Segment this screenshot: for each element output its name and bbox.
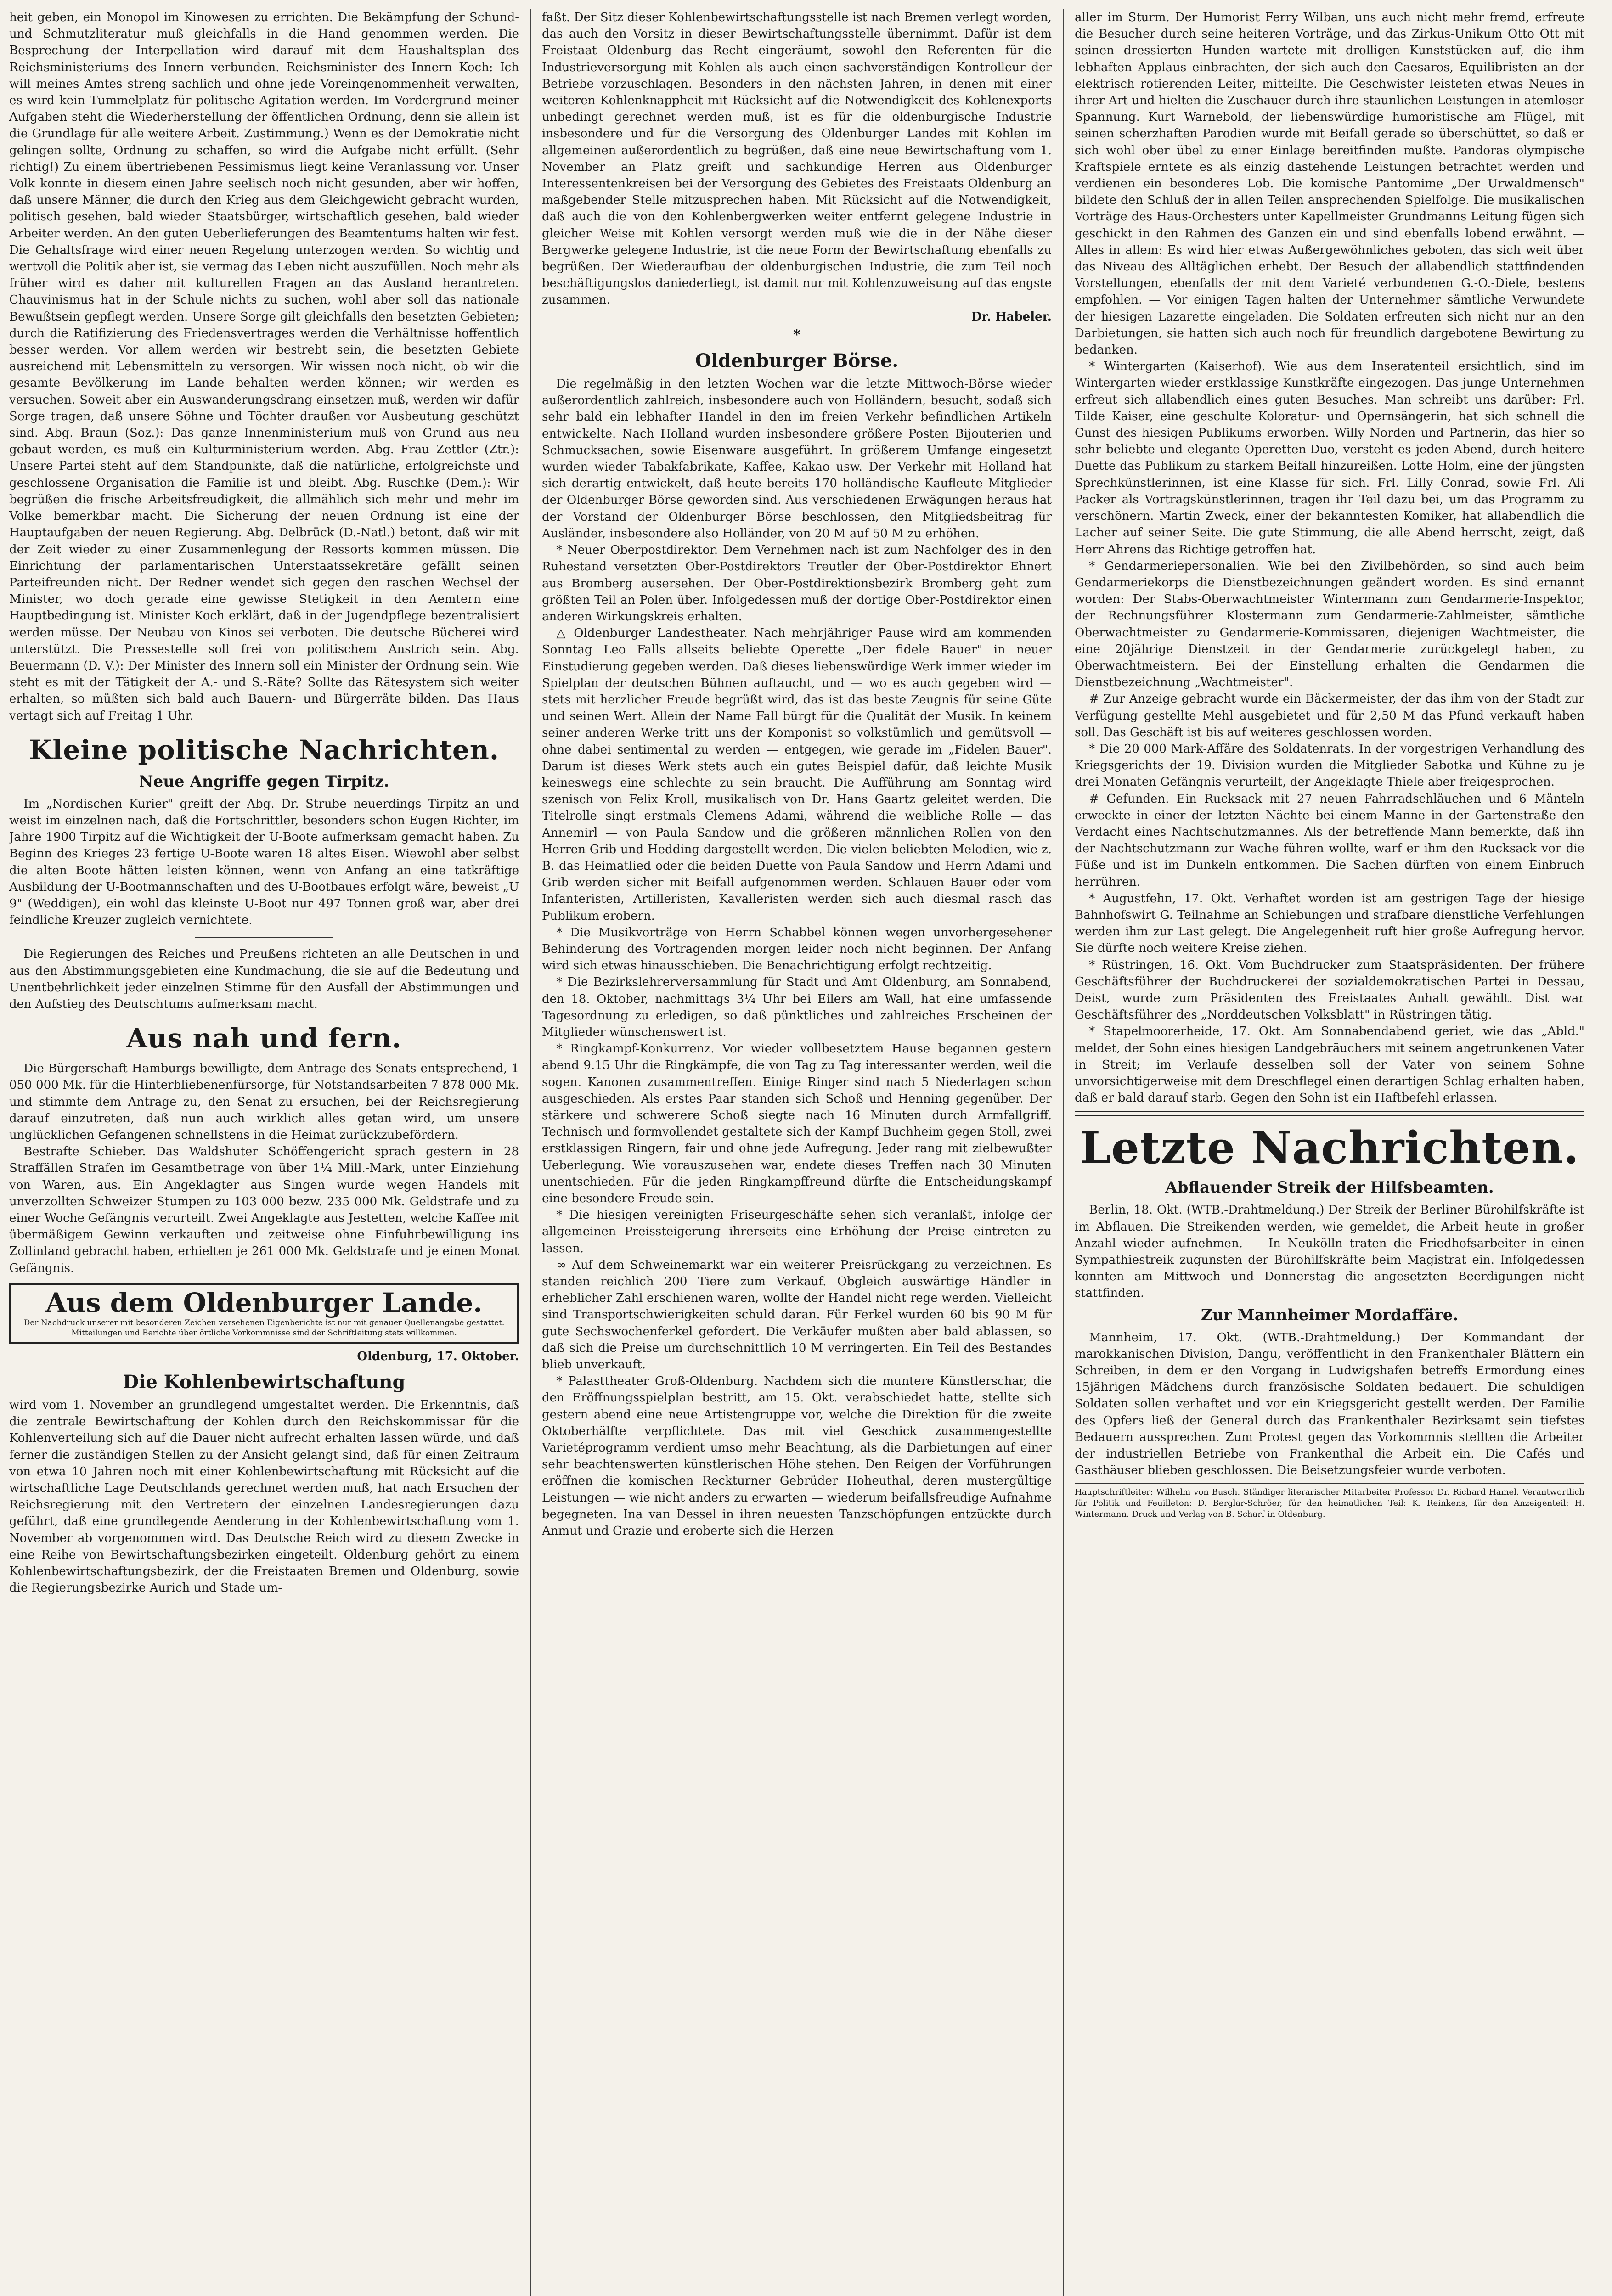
augustfehn-article: * Augustfehn, 17. Okt. Verhaftet worden ist am gestrigen Tage der hiesige Bahnhofswirt G. Teilnahme an Schiebungen und strafbare dienstliche Verfehlungen werden ihm zur Last gelegt. Die Angelegenheit ruft hier große Aufregung hervor. Sie dürfte noch weitere Kreise ziehen. bbox=[1075, 891, 1584, 956]
column-rule bbox=[1063, 9, 1064, 2296]
section-heading-kleine-nachrichten: Kleine politische Nachrichten. bbox=[28, 734, 500, 765]
kohlen-article-part2: faßt. Der Sitz dieser Kohlenbewirtschaftungsstelle ist nach Bremen verlegt worden, das auch den Vorsitz in dieser Bewirtschaftungsstelle übernimmt. Dafür ist dem Freistaat Oldenburg das Recht eingeräumt, sowohl den Referenten für die Industrieversorgung mit Kohlen als auch einen sachverständigen Kontrolleur der Betriebe vorzuschlagen. Besonders in den nächsten Jahren, in denen mit einer weiteren Kohlenknappheit mit Rücksicht auf die Notwendigkeit des Kohlenexports unbedingt gerechnet werden muß, ist es für die oldenburgische Industrie insbesondere und für die Versorgung des Oldenburger Landes mit Kohlen im allgemeinen außerordentlich zu begrüßen, daß eine neue Bewirtschaftung vom 1. November an Platz greift und sachkundige Herren aus Oldenburger Interessentenkreisen bei der Versorgung des Gebietes des Freistaats Oldenburg an maßgebender Stelle mitzusprechen haben. Mit Rücksicht auf die Notwendigkeit, daß auch die von den Kohlenbergwerken weiter entfernt gelegene Industrie in gleicher Weise mit Kohlen versorgt werden muß wie die in der Nähe dieser Bergwerke gelegene Industrie, ist die neue Form der Bewirtschaftung ebenfalls zu begrüßen. Der Wiederaufbau der oldenburgischen Industrie, die zum Teil noch beschäftigungslos daniederliegt, ist damit nur mit Kohlenzuweisung auf das engste zusammen. bbox=[542, 11, 1052, 307]
double-rule bbox=[1075, 1111, 1584, 1116]
subheading-mordaffaere: Zur Mannheimer Mordaffäre. bbox=[1201, 1306, 1459, 1324]
subheading-streik: Abflauender Streik der Hilfsbeamten. bbox=[1165, 1178, 1494, 1197]
impressum: Hauptschriftleiter: Wilhelm von Busch. Ständiger literarischer Mitarbeiter Professor Dr. Richard Hamel. Verantwortlich für Politik und Feuilleton: D. Berglar-Schröer, für den heimatlichen Teil: K. Reinkens, für den Anzeigenteil: H. Wintermann. Druck und Verlag von B. Scharf in Oldenburg. bbox=[1075, 1483, 1584, 1520]
boerse-article: Die regelmäßig in den letzten Wochen war die letzte Mittwoch-Börse wieder außerordentlich zahlreich, insbesondere auch von Holländern, besucht, sodaß sich sehr bald ein lebhafter Handel in den im freien Verkehr befindlichen Artikeln entwickelte. Nach Holland wurden insbesondere größere Posten Bijouterien und Schmucksachen, sowie Eisenware ausgeführt. In größerem Umfange eingesetzt wurden wieder Tabakfabrikate, Kaffee, Kakao usw. Der Verkehr mit Holland hat sich derartig entwickelt, daß heute bereits 170 holländische Kaufleute Mitglieder der Oldenburger Börse geworden sind. Aus verschiedenen Erwägungen heraus hat der Vorstand der Oldenburger Börse beschlossen, den Mitgliedsbeitrag für Ausländer, insbesondere also Holländer, von 20 M auf 50 M zu erhöhen. bbox=[542, 377, 1052, 540]
oldenburg-section-title: Aus dem Oldenburger Lande. bbox=[45, 1287, 483, 1318]
mordaffaere-article: Mannheim, 17. Okt. (WTB.-Drahtmeldung.) Der Kommandant der marokkanischen Division, Dangu, veröffentlicht in den Frankenthaler Blättern ein Schreiben, in dem er den Vorgang in Ludwigshafen betreffs Ermordung eines 15jährigen Mädchens durch französische Soldaten bedauert. Die schuldigen Soldaten sollen verhaftet und vor ein Kriegsgericht gestellt werden. Der Familie des Opfers ließ der General durch das Frankenthaler Bezirksamt sein tiefstes Bedauern aussprechen. Zum Protest gegen das Vorkommnis stellten die Arbeiter der industriellen Betriebe von Frankenthal die Arbeit ein. Die Cafés und Gasthäuser blieben geschlossen. Die Beisetzungsfeier wurde verboten. bbox=[1075, 1330, 1584, 1478]
section-heading-aus-nah-und-fern: Aus nah und fern. bbox=[126, 1023, 402, 1054]
separator bbox=[195, 937, 333, 938]
dateline-oldenburg: Oldenburg, 17. Oktober. bbox=[357, 1349, 519, 1363]
wintergarten-article: * Wintergarten (Kaiserhof). Wie aus dem Inseratenteil ersichtlich, sind im Wintergarten wieder erstklassige Kunstkräfte eingezogen. Das junge Unternehmen erfreut sich allabendlich eines guten Besuches. Man schreibt uns darüber: Frl. Tilde Kaiser, eine geschulte Koloratur- und Opernsängerin, hat sich schnell die Gunst des hiesigen Publikums erworben. Willy Norden und Partnerin, das hier so sehr beliebte und elegante Operetten-Duo, versteht es jeden Abend, durch heitere Duette das Publikum zu starkem Beifall hinzureißen. Lotte Holm, eine der jüngsten Sprechkünstlerinnen, ist eine Klasse für sich. Frl. Lilly Conrad, sowie Frl. Ali Packer als Vortragskünstlerinnen, tragen ihr Teil dazu bei, um das Programm zu verschönern. Martin Zweck, einer der bekanntesten Komiker, hat allabendlich die Lacher auf seiner Seite. Die gute Stimmung, die alle Abend herrscht, zeigt, daß Herr Ahrens das Richtige getroffen hat. bbox=[1075, 360, 1584, 557]
kohlen-article-part1: wird vom 1. November an grundlegend umgestaltet werden. Die Erkenntnis, daß die zentrale Bewirtschaftung der Kohlen durch den Reichskommissar für die Kohlenverteilung sich auf die Dauer nicht aufrecht erhalten lassen würde, und daß ferner die zuständigen Stellen zu der Ansicht gelangt sind, daß für einen Zeitraum von etwa 10 Jahren noch mit einer Kohlenbewirtschaftung mit Rücksicht auf die wirtschaftliche Lage Deutschlands gerechnet werden muß, hat nach Ersuchen der Reichsregierung mit den Vertretern der einzelnen Landesregierungen dazu geführt, daß eine grundlegende Aenderung in der Kohlenbewirtschaftung vom 1. November ab vorgenommen wird. Das Deutsche Reich wird zu diesem Zwecke in eine Reihe von Bewirtschaftungsbezirken eingeteilt. Oldenburg gehört zu einem Kohlenbewirtschaftungsbezirk, der die Freistaaten Bremen und Oldenburg, sowie die Regierungsbezirke Aurich und Stade um- bbox=[9, 1398, 519, 1595]
heading-letzte-nachrichten: Letzte Nachrichten. bbox=[1080, 1122, 1579, 1174]
soldatenrat-article: * Die 20 000 Mark-Affäre des Soldatenrats. In der vorgestrigen Verhandlung des Kriegsgerichts der 19. Division wurden die Mitglieder Sabotka und Kühne zu je drei Monaten Gefängnis verurteilt, der Angeklagte Thiele aber freigesprochen. bbox=[1075, 742, 1584, 789]
musikvortraege-article: * Die Musikvorträge von Herrn Schabbel können wegen unvorhergesehener Behinderung des Vortragenden morgen leider noch nicht beginnen. Der Anfang wird sich etwas hinausschieben. Die Benachrichtigung erfolgt rechtzeitig. bbox=[542, 925, 1052, 973]
oldenburg-section-header bbox=[9, 1283, 519, 1344]
streik-article: Berlin, 18. Okt. (WTB.-Drahtmeldung.) Der Streik der Berliner Bürohilfskräfte ist im Abflauen. Die Streikenden werden, wie gemeldet, die Arbeit heute in großer Anzahl wieder aufnehmen. — In Neukölln traten die Friedhofsarbeiter in einen Sympathiestreik zugunsten der Bürohilfskräfte beim Magistrat ein. Infolgedessen konnten am Mittwoch und Donnerstag die angesetzten Beerdigungen nicht stattfinden. bbox=[1075, 1203, 1584, 1300]
stapelmoorerheide-article: * Stapelmoorerheide, 17. Okt. Am Sonnabendabend geriet, wie das „Abld." meldet, der Sohn eines hiesigen Landgebräuchers mit seinem angetrunkenen Vater in Streit; im Verlaufe desselben soll der Vater von seinem Sohne unvorsichtigerweise mit dem Dreschflegel einen derartigen Schlag erhalten haben, daß er bald darauf starb. Gegen den Sohn ist ein Haftbefehl erlassen. bbox=[1075, 1024, 1584, 1105]
column-1 bbox=[9, 9, 519, 2296]
interpellation-report: heit geben, ein Monopol im Kinowesen zu errichten. Die Bekämpfung der Schund- und Schmutzliteratur muß gleichfalls in die Hand genommen werden. Die Besprechung der Interpellation wird darauf mit dem Haushaltsplan des Reichsministeriums des Innern verbunden. Reichsminister des Innern Koch: Ich will meines Amtes streng sachlich und ohne jede Voreingenommenheit verwalten, es wird kein Tummelplatz für politische Agitation werden. Im Vordergrund meiner Aufgaben steht die Wiederherstellung der öffentlichen Ordnung, denn sie allein ist die Grundlage für alle weitere Arbeit. Zustimmung.) Wenn es der Demokratie nicht gelingen sollte, Ordnung zu schaffen, so wird die Aufgabe nicht erfüllt. (Sehr richtig!) Zu einem übertriebenen Pessimismus liegt keine Veranlassung vor. Unser Volk konnte in diesem einen Jahre seelisch noch nicht gesunden, aber wir hoffen, daß unsere Männer, die durch den Krieg aus dem Gleichgewicht gebracht wurden, politisch gesehen, bald wieder Staatsbürger, wirtschaftlich gesehen, bald wieder Arbeiter werden. An den guten Ueberlieferungen des Beamtentums halten wir fest. Die Gehaltsfrage wird einer neuen Regelung unterzogen werden. So wichtig und wertvoll die Politik aber ist, sie vermag das Leben nicht auszufüllen. Noch mehr als früher wird es daher mit kulturellen Fragen an das Ausland herantreten. Chauvinismus hat in der Schule nichts zu suchen, wohl aber soll das nationale Bewußtsein gepflegt werden. Unsere Sorge gilt gleichfalls den besetzten Gebieten; durch die Ratifizierung des Friedensvertrages werden die Verhältnisse hoffentlich besser werden. Vor allem werden wir bestrebt sein, die besetzten Gebiete ausreichend mit Lebensmitteln zu versorgen. Wir wissen noch nicht, ob wir die gesamte Bevölkerung im Lande behalten werden können; wir werden es versuchen. Soweit aber ein Auswanderungsdrang einsetzen muß, werden wir dafür Sorge tragen, daß unsere Söhne und Töchter draußen vor Ausbeutung geschützt sind. Abg. Braun (Soz.): Das ganze Innenministerium muß von Grund aus neu gebaut werden, es muß ein Kulturministerium werden. Abg. Frau Zettler (Ztr.): Unsere Partei steht auf dem Standpunkte, daß die natürliche, erfolgreichste und geschlossene Organisation die Familie ist und bleibt. Abg. Ruschke (Dem.): Wir begrüßen die frische Arbeitsfreudigkeit, die allmählich sich mehr und mehr im Volke bemerkbar macht. Die Sicherung der neuen Ordnung ist eine der Hauptaufgaben der neuen Regierung. Abg. Delbrück (D.-Natl.) betont, daß wir mit der Zeit wieder zu einer Zusammenlegung der Ressorts kommen müssen. Die Einrichtung der parlamentarischen Unterstaatssekretäre gefällt seinen Parteifreunden nicht. Der Redner wendet sich gegen den raschen Wechsel der Minister, wo doch gerade eine gewisse Stetigkeit in den Aemtern eine Hauptbedingung ist. Minister Koch erklärt, daß in der Jugendpflege bezentralisiert werden müsse. Der Neubau von Kinos sei verboten. Die deutsche Bücherei wird unterstützt. Die Pressestelle soll frei von politischem Anstrich sein. Abg. Beuermann (D. V.): Der Minister des Innern soll ein Minister der Ordnung sein. Wie steht es mit der Tätigkeit der A.- und S.-Räte? Sollte das Rätesystem sich weiter erhalten, so müßten sich bald auch Bauern- und Bürgerräte bilden. Das Haus vertagt sich auf Freitag 1 Uhr. bbox=[9, 11, 519, 723]
subheading-tirpitz: Neue Angriffe gegen Tirpitz. bbox=[139, 772, 389, 791]
ruestringen-article: * Rüstringen, 16. Okt. Vom Buchdrucker zum Staatspräsidenten. Der frühere Geschäftsführer der Buchdruckerei der sozialdemokratischen Partei in Dessau, Deist, wurde zum Präsidenten des Freistaates Anhalt gewählt. Dist war Geschäftsführer des „Norddeutschen Volksblatt" in Rüstringen tätig. bbox=[1075, 958, 1584, 1022]
landestheater-article: △ Oldenburger Landestheater. Nach mehrjähriger Pause wird am kommenden Sonntag Leo Falls allseits beliebte Operette „Der fidele Bauer" in neuer Einstudierung gegeben werden. Daß dieses liebenswürdige Werk immer wieder im Spielplan der deutschen Bühnen auftaucht, und — wo es auch gegeben wird — stets mit herzlicher Freude begrüßt wird, das ist das beste Zeugnis für seine Güte und seinen Wert. Allein der Name Fall bürgt für die Qualität der Musik. In keinem seiner anderen Werke tritt uns der Komponist so volkstümlich und gemütsvoll — ohne dabei sentimental zu werden — entgegen, wie gerade im „Fidelen Bauer". Darum ist dieses Werk stets auch ein gutes Beispiel dafür, daß leichte Musik keineswegs eine schlechte zu sein braucht. Die Aufführung am Sonntag wird szenisch von Felix Kroll, musikalisch von Dr. Hans Gaartz geleitet werden. Die Titelrolle singt erstmals Clemens Adami, während die weibliche Rolle — das Annemirl — von Paula Sandow und die größeren männlichen Rollen von den Herren Grib und Hedding dargestellt werden. Die vielen beliebten Melodien, wie z. B. das Heimatlied oder die beiden Duette von Paula Sandow und Herrn Adami und Grib werden sicher mit Beifall aufgenommen werden. Schlauen Bauer oder vom Infanteristen, Artilleristen, Kavalleristen werden sich auch diesmal rasch das Publikum erobern. bbox=[542, 626, 1052, 923]
schieber-article: Bestrafte Schieber. Das Waldshuter Schöffengericht sprach gestern in 28 Straffällen Strafen im Gesamtbetrage von über 1¼ Mill.-Mark, unter Einziehung von Waren, aus. Ein Angeklagter aus Singen wurde wegen Handels mit unverzollten Schweizer Stumpen zu 103 000 bezw. 235 000 Mk. Geldstrafe und zu einer Woche Gefängnis verurteilt. Zwei Angeklagte aus Jestetten, welche Kaffee mit übermäßigem Gewinn verkauften und zeitweise ohne Einfuhrbewilligung ins Zollinland gebracht haben, erhielten je 261 000 Mk. Geldstrafe und je einen Monat Gefängnis. bbox=[9, 1145, 519, 1275]
ringkampf-article: * Ringkampf-Konkurrenz. Vor wieder vollbesetztem Hause begannen gestern abend 9.15 Uhr die Ringkämpfe, die von Tag zu Tag interessanter werden, weil die sogen. Kanonen zusammentreffen. Einige Ringer sind nach 5 Niederlagen schon ausgeschieden. Als erstes Paar standen sich Schoß und Henning gegenüber. Der stärkere und schwerere Schoß siegte nach 16 Minuten durch Armfallgriff. Technisch und formvollendet gestaltete sich der Kampf Buchheim gegen Stoll, zwei erstklassigen Ringern, fair und ohne jede Aufregung. Jeder rang mit zielbewußter Ueberlegung. Wie vorauszusehen war, endete dieses Treffen nach 30 Minuten unentschieden. Für die jeden Ringkampffreund dürfte die Entscheidungskampf eine besondere Freude sein. bbox=[542, 1042, 1052, 1206]
oberpostdirektor-article: * Neuer Oberpostdirektor. Dem Vernehmen nach ist zum Nachfolger des in den Ruhestand versetzten Ober-Postdirektors Treutler der Ober-Postdirektor Ehnert aus Bromberg ausersehen. Der Ober-Postdirektionsbezirk Bromberg geht zum größten Teil an Polen über. Infolgedessen muß der dortige Ober-Postdirektor einen anderen Wirkungskreis erhalten. bbox=[542, 543, 1052, 624]
abstimmung-notice: Die Regierungen des Reiches und Preußens richteten an alle Deutschen in und aus den Abstimmungsgebieten eine Kundmachung, die sie auf die Bedeutung und Unentbehrlichkeit jeder einzelnen Stimme für den Ausfall der Abstimmungen und den Aufstieg des Deutschtums aufmerksam macht. bbox=[9, 947, 519, 1011]
star-separator: * bbox=[793, 326, 800, 343]
schweinemarkt-article: ∞ Auf dem Schweinemarkt war ein weiterer Preisrückgang zu verzeichnen. Es standen reichlich 200 Tiere zum Verkauf. Obgleich auswärtige Händler in erheblicher Zahl erschienen waren, wollte der Handel nicht rege werden. Vielleicht sind Transportschwierigkeiten schuld daran. Für Ferkel wurden 60 bis 90 M für gute Sechswochenferkel gefordert. Die Verkäufer mußten aber bald ablassen, so daß sich die Preise um durchschnittlich 10 M verringerten. Ein Teil des Bestandes blieb unverkauft. bbox=[542, 1258, 1052, 1372]
baeckermeister-article: # Zur Anzeige gebracht wurde ein Bäckermeister, der das ihm von der Stadt zur Verfügung gestellte Mehl ausgebietet und für 2,50 M das Pfund verkauft haben soll. Das Geschäft ist bis auf weiteres geschlossen worden. bbox=[1075, 692, 1584, 739]
hamburg-article: Die Bürgerschaft Hamburgs bewilligte, dem Antrage des Senats entsprechend, 1 050 000 Mk. für die Hinterbliebenenfürsorge, für Notstandsarbeiten 7 878 000 Mk. und stimmte dem Antrage zu, den Senat zu ersuchen, bei der Reichsregierung darauf einzutreten, daß nun auch wirklich alles getan wird, um unsere unglücklichen Gefangenen schnellstens in die Heimat zurückzubefördern. bbox=[9, 1062, 519, 1142]
palasttheater-article: * Palasttheater Groß-Oldenburg. Nachdem sich die muntere Künstlerschar, die den Eröffnungsspielplan bestritt, am 15. Okt. verabschiedet hatte, stellte sich gestern abend eine neue Artistengruppe vor, welche die Direktion für die zweite Oktoberhälfte verpflichtete. Das mit viel Geschick zusammengestellte Varietéprogramm verdient umso mehr Beachtung, als die Darbietungen auf einer sehr beachtenswerten künstlerischen Höhe stehen. Den Reigen der Vorführungen eröffnen die komischen Reckturner Gebrüder Hoheuthal, deren mustergültige Leistungen — wie nicht anders zu erwarten — wiederum beifallsfreudige Aufnahme begegneten. Ina van Dessel in ihren neuesten Tanzschöpfungen entzückte durch Anmut und Grazie und eroberte sich die Herzen bbox=[542, 1374, 1052, 1538]
column-2 bbox=[542, 9, 1052, 2296]
article-author: Dr. Habeler. bbox=[971, 310, 1052, 324]
palasttheater-article-cont: aller im Sturm. Der Humorist Ferry Wilban, uns auch nicht mehr fremd, erfreute die Besucher durch seine heiteren Vorträge, und das Zirkus-Unikum Otto Ott mit seinen dressierten Hunden wartete mit drolligen Kunststücken auf, die ihm lebhaften Applaus einbrachten, der sich auch den Caesaros, Equilibristen an der elektrisch rotierenden Leiter, mitteilte. Die Geschwister leisteten etwas Neues in ihrer Art und hielten die Zuschauer durch ihre staunlichen Leistungen in atemloser Spannung. Kurt Warnebold, der liebenswürdige humoristische am Flügel, mit seinen scherzhaften Parodien wurde mit Beifall gerade so überschüttet, so daß er sich wohl ober übel zu einer Einlage bereitfinden mußte. Pandoras olympische Kraftspiele erntete es als einzig dastehende Leistungen betrachtet werden und verdienen ein besonderes Lob. Die komische Pantomime „Der Urwaldmensch" bildete den Schluß der in allen Teilen ansprechenden Spielfolge. Die musikalischen Vorträge des Haus-Orchesters unter Kapellmeister Grundmanns Leitung fügen sich geschickt in den Rahmen des Ganzen ein und sind ebenfalls lobend erwähnt. — Alles in allem: Es wird hier etwas Außergewöhnliches geboten, das sich weit über das Niveau des Alltäglichen erhebt. Der Besuch der allabendlich stattfindenden Vorstellungen, ebenfalls der mit dem Varieté verbundenen G.-O.-Diele, bestens empfohlen. — Vor einigen Tagen halten der Unternehmer sämtliche Verwundete der hiesigen Lazarette eingeladen. Die Soldaten erfreuten sich nicht nur an den Darbietungen, sie hatten sich auch noch für freundlich dargebotene Bewirtung zu bedanken. bbox=[1075, 11, 1584, 357]
lehrerversammlung-article: * Die Bezirkslehrerversammlung für Stadt und Amt Oldenburg, am Sonnabend, den 18. Oktober, nachmittags 3¼ Uhr bei Eilers am Wall, hat eine umfassende Tagesordnung zu erledigen, so daß pünktliches und zahlreiches Erscheinen der Mitglieder wünschenswert ist. bbox=[542, 975, 1052, 1039]
rucksack-article: # Gefunden. Ein Rucksack mit 27 neuen Fahrradschläuchen und 6 Mänteln erweckte in einer der letzten Nächte bei einem Manne in der Gartenstraße den Verdacht eines Nachtschutzmannes. Als der betreffende Mann bemerkte, daß ihn der Nachtschutzmann zur Wache führen wollte, warf er ihm den Rucksack vor die Füße und ist im Dunkeln entkommen. Die Sachen dürften von einem Einbruch herrühren. bbox=[1075, 792, 1584, 889]
heading-oldenburger-boerse: Oldenburger Börse. bbox=[695, 350, 899, 372]
tirpitz-article: Im „Nordischen Kurier" greift der Abg. Dr. Strube neuerdings Tirpitz an und weist im einzelnen nach, daß die Fortschrittler, besonders schon Eugen Richter, im Jahre 1900 Tirpitz auf die Wichtigkeit der U-Boote aufmerksam gemacht haben. Zu Beginn des Krieges 23 fertige U-Boote waren 18 altes Eisen. Wiewohl aber selbst die alten Boote hätten leisten können, wenn von Anfang an eine tatkräftige Ausbildung der U-Bootmannschaften und des U-Bootbaues erfolgt wäre, beweist „U 9" (Weddigen), ein wohl das kleinste U-Boot nur 497 Tonnen groß war, aber drei feindliche Kreuzer zugleich vernichtete. bbox=[9, 797, 519, 928]
column-rule bbox=[530, 9, 531, 2296]
friseur-article: * Die hiesigen vereinigten Friseurgeschäfte sehen sich veranlaßt, infolge der allgemeinen Preissteigerung ihrerseits eine Erhöhung der Preise eintreten zu lassen. bbox=[542, 1208, 1052, 1255]
heading-kohlenbewirtschaftung: Die Kohlenbewirtschaftung bbox=[123, 1371, 406, 1393]
column-3 bbox=[1075, 9, 1584, 2296]
reprint-note: Der Nachdruck unserer mit besonderen Zeichen versehenen Eigenberichte ist nur mit genauer Quellenangabe gestattet. Mitteilungen und Berichte über örtliche Vorkommnisse sind der Schriftleitung stets willkommen. bbox=[23, 1318, 505, 1338]
gendarmerie-article: * Gendarmeriepersonalien. Wie bei den Zivilbehörden, so sind auch beim Gendarmeriekorps die Dienstbezeichnungen geändert worden. Es sind ernannt worden: Der Stabs-Oberwachtmeister Wintermann zum Gendarmerie-Inspektor, der Rechnungsführer Klostermann zum Gendarmerie-Zahlmeister, sämtliche Oberwachtmeister zu Gendarmerie-Kommissaren, diejenigen Wachtmeister, die eine 20jährige Dienstzeit in der Gendarmerie zurückgelegt haben, zu Oberwachtmeistern. Bei der Einstellung erhalten die Gendarmen die Dienstbezeichnung „Wachtmeister". bbox=[1075, 559, 1584, 690]
